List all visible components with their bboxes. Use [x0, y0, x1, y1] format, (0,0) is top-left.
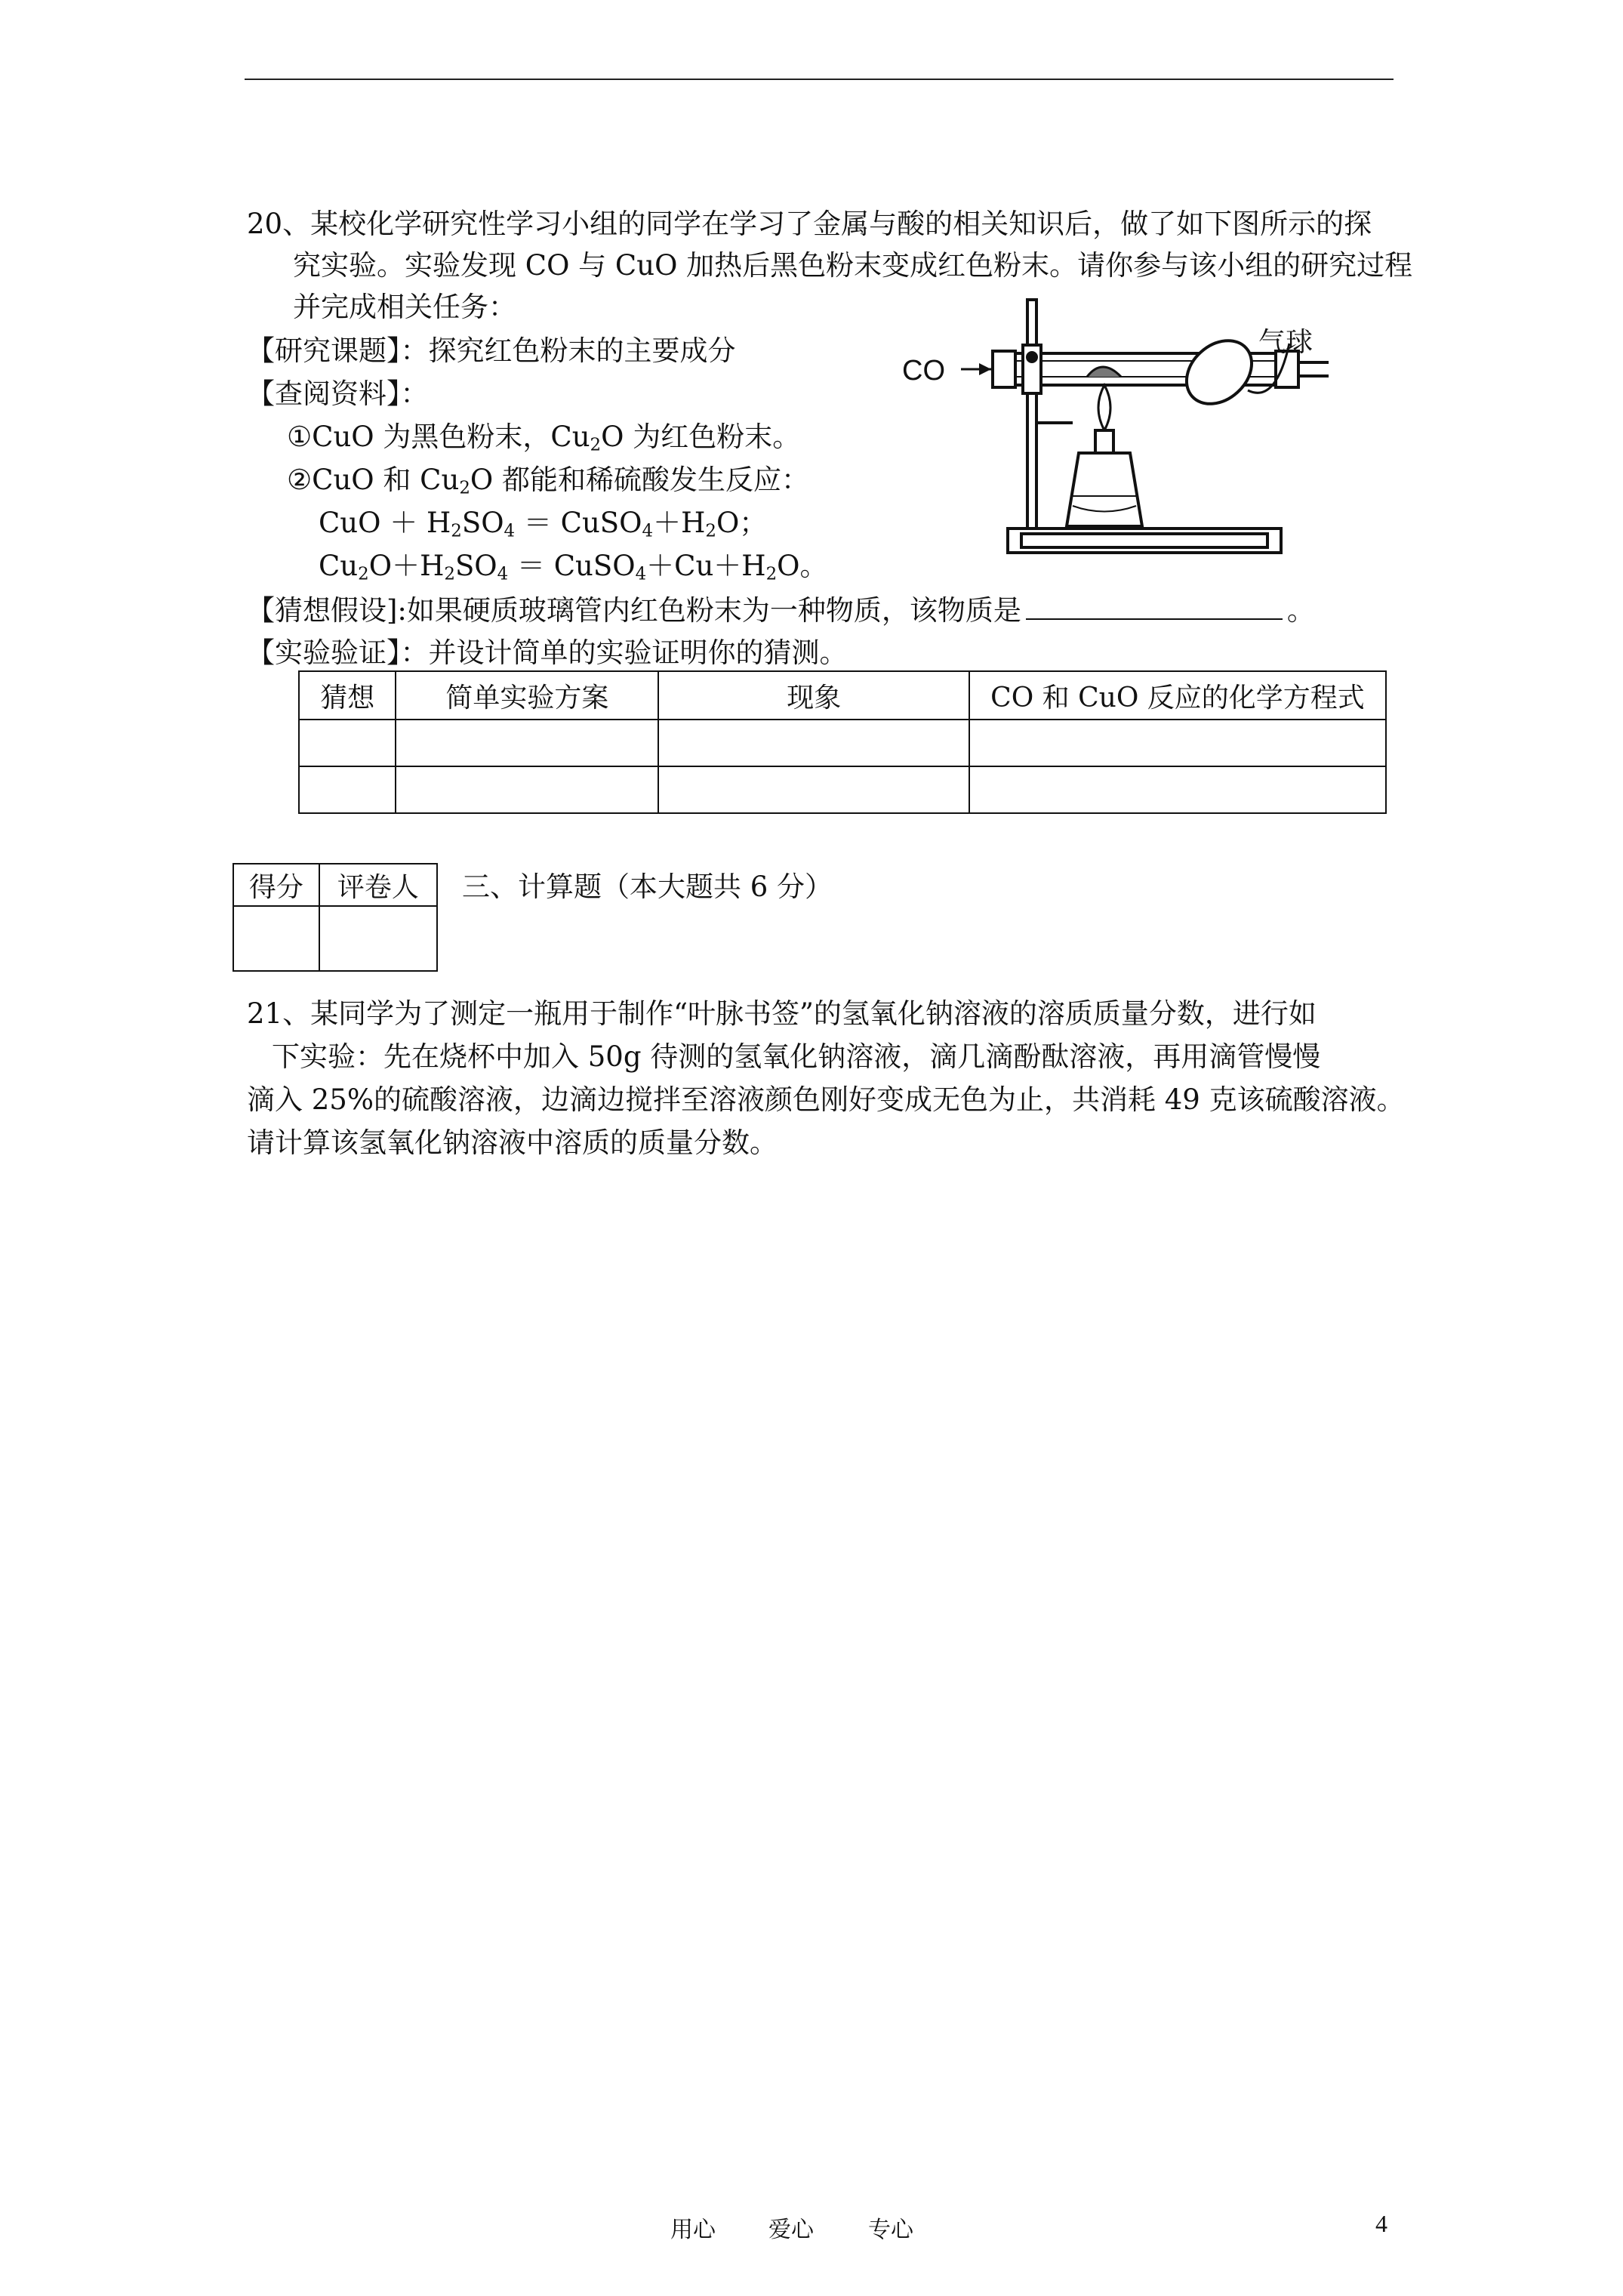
balloon: [1174, 328, 1264, 417]
answer-blank[interactable]: [1026, 593, 1283, 620]
q20-line3: 并完成相关任务：: [293, 291, 516, 323]
apparatus-diagram: [895, 298, 1347, 562]
score-box: [233, 863, 438, 972]
header-rule: [245, 79, 1394, 80]
q21-line2: 下实验：先在烧杯中加入 50g 待测的氢氧化钠溶液，滴几滴酚酞溶液，再用滴管慢慢: [272, 1040, 1321, 1073]
score-label: 得分: [233, 864, 319, 906]
header-guess: 猜想: [299, 671, 396, 720]
q20-line2: 究实验。实验发现 CO 与 CuO 加热后黑色粉末变成红色粉末。请你参与该小组的研究过程: [293, 249, 1413, 282]
table-cell[interactable]: [396, 720, 658, 766]
reference-item-2: ②CuO 和 $Cu_2O$ 都能和稀硫酸发生反应：: [287, 464, 810, 498]
page-number: 4: [1375, 2210, 1387, 2237]
footer-text-1: 用心: [670, 2217, 716, 2243]
left-stopper: [993, 351, 1015, 387]
stand-rod: [1027, 300, 1036, 530]
balloon-label: 气球: [1258, 327, 1313, 358]
hypothesis-line: [247, 593, 1315, 627]
alcohol-lamp: [1067, 453, 1142, 526]
table-row: [299, 720, 1386, 766]
q20-line1: 20、某校化学研究性学习小组的同学在学习了金属与酸的相关知识后，做了如下图所示的探: [247, 208, 1372, 240]
grader-cell[interactable]: [319, 906, 437, 971]
grader-label: 评卷人: [319, 864, 437, 906]
footer-text-3: 专心: [868, 2217, 913, 2243]
table-cell[interactable]: [658, 720, 969, 766]
equation-1: CuO ＋ $H_2SO_4$ ＝ $CuSO_4+H_2O$；: [319, 507, 768, 541]
table-cell[interactable]: [969, 720, 1386, 766]
table-header-row: [299, 671, 1386, 720]
reference-title: 【查阅资料】：: [247, 378, 429, 410]
research-topic: 【研究课题】：探究红色粉末的主要成分: [247, 334, 736, 367]
stand-base: [1008, 529, 1281, 553]
verify-title: 【实验验证】：并设计简单的实验证明你的猜测。: [247, 636, 848, 669]
section-title: 三、计算题（本大题共 6 分）: [462, 871, 833, 903]
equation-2: $Cu_2O+H_2SO_4$ ＝ $CuSO_4+Cu+H_2O$。: [319, 550, 828, 584]
experiment-table: [298, 670, 1387, 814]
hypothesis-end: 。: [1286, 594, 1315, 627]
header-phenomenon: 现象: [658, 671, 969, 720]
table-cell[interactable]: [299, 766, 396, 813]
score-cell[interactable]: [233, 906, 319, 971]
reference-item-1: ①CuO 为黑色粉末，$Cu_2O$ 为红色粉末。: [287, 421, 801, 455]
co-label: CO: [902, 355, 945, 387]
q21-line3: 滴入 25%的硫酸溶液，边滴边搅拌至溶液颜色刚好变成无色为止，共消耗 49 克该硫酸溶液。: [247, 1083, 1405, 1116]
table-cell[interactable]: [658, 766, 969, 813]
table-cell[interactable]: [969, 766, 1386, 813]
hypothesis-text: 【猜想假设]:如果硬质玻璃管内红色粉末为一种物质，该物质是: [247, 594, 1021, 627]
q21-line4: 请计算该氢氧化钠溶液中溶质的质量分数。: [247, 1126, 778, 1159]
header-equation: CO 和 CuO 反应的化学方程式: [969, 671, 1386, 720]
header-plan: 简单实验方案: [396, 671, 658, 720]
table-cell[interactable]: [396, 766, 658, 813]
powder: [1087, 367, 1121, 377]
lamp-neck: [1095, 430, 1113, 453]
flame: [1098, 385, 1110, 430]
q21-line1: 21、某同学为了测定一瓶用于制作“叶脉书签”的氢氧化钠溶液的溶质质量分数，进行如: [247, 997, 1317, 1030]
table-cell[interactable]: [299, 720, 396, 766]
table-row: [299, 766, 1386, 813]
footer-text-2: 爱心: [768, 2217, 814, 2243]
